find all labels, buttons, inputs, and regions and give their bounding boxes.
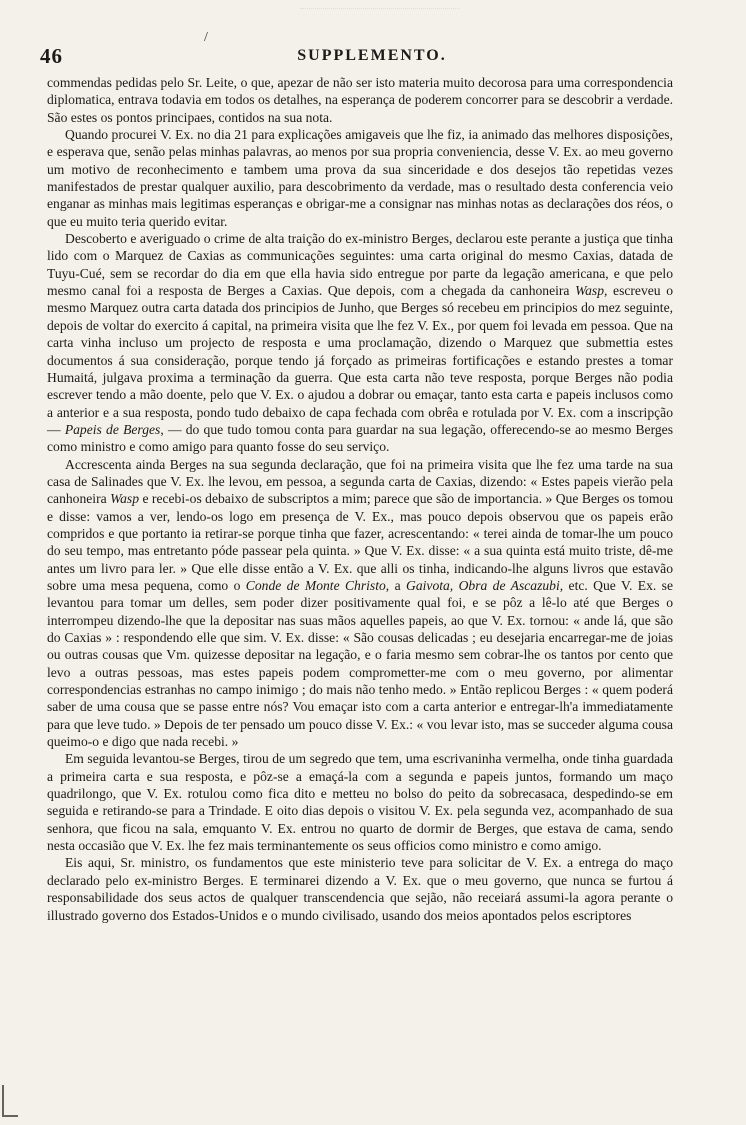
running-title: SUPPLEMENTO.	[297, 47, 447, 64]
stray-mark: /	[204, 30, 208, 45]
italic-text: Papeis de Berges	[64, 421, 161, 437]
text-run: e recebi-os debaixo de subscriptos a mim; parece que são de importancia. » Que Berges os tomou e disse: vamos a ver, lendo-os logo em presença de V. Ex., mas pouco depois observou que os papeis erão compridos e que portanto ia retirar-se porque tinha que fazer, acrescentando: « terei ainda de tomar-lhe um pouco do seu tempo, mas entretanto póde passear pela quinta. » Que V. Ex. disse: « a sua quinta está muito triste, dê-me antes um livro para ler. » Que elle disse então a V. Ex. que alli os tinha, indicando-lhe alguns livros que estavão sobre uma mesa pequena, como o	[47, 491, 673, 593]
text-run: Descoberto e averiguado o crime de alta traição do ex-ministro Berges, declarou este perante a justiça que tinha lido com o Marquez de Caxias as communicações seguintes: uma carta original do mesmo Caxias, datada de Tuyu-Cué, sem se recordar do dia em que ella havia sido entregue por parte da legação americana, e que pelo mesmo canal foi a resposta de Berges a Caxias. Que depois, com a chegada da canhoneira	[47, 231, 673, 299]
text-run: commendas pedidas pelo Sr. Leite, o que, apezar de não ser isto materia muito decorosa para uma correspondencia diplomatica, entrava todavia em todos os detalhes, na esperança de poderem concorrer para se descobrir a verdade. São estes os pontos principaes, contidos na sua nota.	[47, 75, 673, 125]
paragraph	[47, 456, 673, 751]
italic-text: Gaivota, Obra de Ascazubi	[406, 577, 560, 593]
body-text	[47, 74, 673, 924]
text-run: , escreveu o mesmo Marquez outra carta datada dos principios de Junho, que Berges só recebeu em principios do mez seguinte, depois de voltar do exercito á capital, na primeira visita que lhe fez V. Ex., por quem foi levada em pessoa. Que na carta vinha incluso um projecto de resposta e uma proclamação, dizendo o Marquez que submettia estes documentos á sua consideração, porque tendo já forçado as primeiras fortificações e estando prestes a tomar Humaitá, julgava proxima a terminação da guerra. Que esta carta não teve resposta, porque Berges não podia escrever tendo a mão doente, pelo que V. Ex. o ajudou a dobrar ou emaçar, tanto esta carta e papeis inclusos como a anterior e a sua resposta, pondo tudo debaixo de capa fechada com obrêa e rotulada por V. Ex. com a inscripção —	[47, 283, 673, 437]
text-run: Accrescenta ainda Berges na sua segunda declaração, que foi na primeira visita que lhe fez uma tarde na sua casa de Salinades que V. Ex. lhe levou, em pessoa, a segunda carta de Caxias, dizendo: « Estes papeis vierão pela canhoneira	[47, 456, 673, 507]
paragraph	[47, 74, 673, 126]
italic-text: Wasp	[110, 491, 140, 507]
page-header	[38, 44, 706, 68]
paragraph	[47, 230, 673, 455]
text-run: , — do que tudo tomou conta para guardar na sua legação, offerecendo-se ao mesmo Berges como ministro e como amigo para quanto fosse do seu serviço.	[47, 421, 673, 455]
text-run: Eis aqui, Sr. ministro, os fundamentos que este ministerio teve para solicitar de V. Ex. a entrega do maço declarado pelo ex-ministro Berges. E terminarei dizendo a V. Ex. que o meu governo, que nunca se furtou á responsabilidade dos seus actos de qualquer transcendencia que sejão, não receiará assumi-la agora perante o illustrado governo dos Estados-Unidos e o mundo civilisado, usando dos meios apontados pelos escriptores	[47, 855, 673, 923]
text-run: , a	[385, 577, 407, 593]
paragraph	[47, 854, 673, 923]
page-number: 46	[40, 44, 63, 68]
text-run: , etc. Que V. Ex. se levantou para tomar um delles, sem poder dizer positivamente qual foi, e se pôz a lê-lo até que Berges o interrompeu dizendo-lhe que la depositar nas suas mãos aquelles papeis, ao que V. Ex. tornou: « ande lá, que são do Caxias » : respondendo elle que sim. V. Ex. disse: « São cousas delicadas ; eu desejaria encarregar-me de joias ou outras cousas que Vm. quizesse depositar na legação, e o faria mesmo sem cobrar-lhe os tantos por cento que levo a outras pessoas, mas estes papeis podem comprometter-me com o meu governo, por alimentar correspondencias estranhas no campo inimigo ; do mais não tenho medo. » Então replicou Berges : « quem poderá saber de uma cousa que se passe entre nós? Vou emaçar isto com a carta anterior e entregar-lh'a immediatamente para que leve tudo. » Depois de ter pensado um pouco disse V. Ex.: « vou levar isto, mas se succeder alguma cousa queimo-o e digo que nada recebi. »	[47, 577, 674, 750]
text-run: Quando procurei V. Ex. no dia 21 para explicações amigaveis que lhe fiz, ia animado das melhores disposições, e esperava que, senão pelas minhas palavras, ao menos por sua propria conveniencia, desse V. Ex. ao meu governo um motivo de reconhecimento e tambem uma prova da sua sinceridade e dos desejos tão repetidas vezes manifestados de prestar qualquer auxilio, para descobrimento da verdade, mas o resultado desta conferencia veio enganar as minhas mais legitimas esperanças e obrigar-me a consignar nas minhas notas as declarações dos réos, o que eu muito teria querido evitar.	[47, 127, 673, 229]
paragraph	[47, 126, 673, 230]
italic-text: Wasp	[575, 283, 605, 299]
italic-text: Conde de Monte Christo	[245, 577, 386, 593]
faded-bleed-through	[300, 8, 460, 37]
page-edge-mark	[2, 1085, 18, 1117]
text-run: Em seguida levantou-se Berges, tirou de um segredo que tem, uma escrivaninha vermelha, onde tinha guardada a primeira carta e sua resposta, e pôz-se a emaçá-la com a segunda e papeis juntos, formando um maço quadrilongo, que V. Ex. rotulou como fica dito e metteu no bolso do peito da sobrecasaca, despedindo-se em seguida e retirando-se para a Trindade. E oito dias depois o visitou V. Ex. pela segunda vez, acompanhado de sua senhora, que ficou na sala, emquanto V. Ex. entrou no quarto de dormir de Berges, que estava de cama, sendo nesta occasião que V. Ex. lhe fez mais terminantemente os seus officios como ministro e como amigo.	[47, 751, 673, 854]
paragraph	[47, 750, 673, 854]
